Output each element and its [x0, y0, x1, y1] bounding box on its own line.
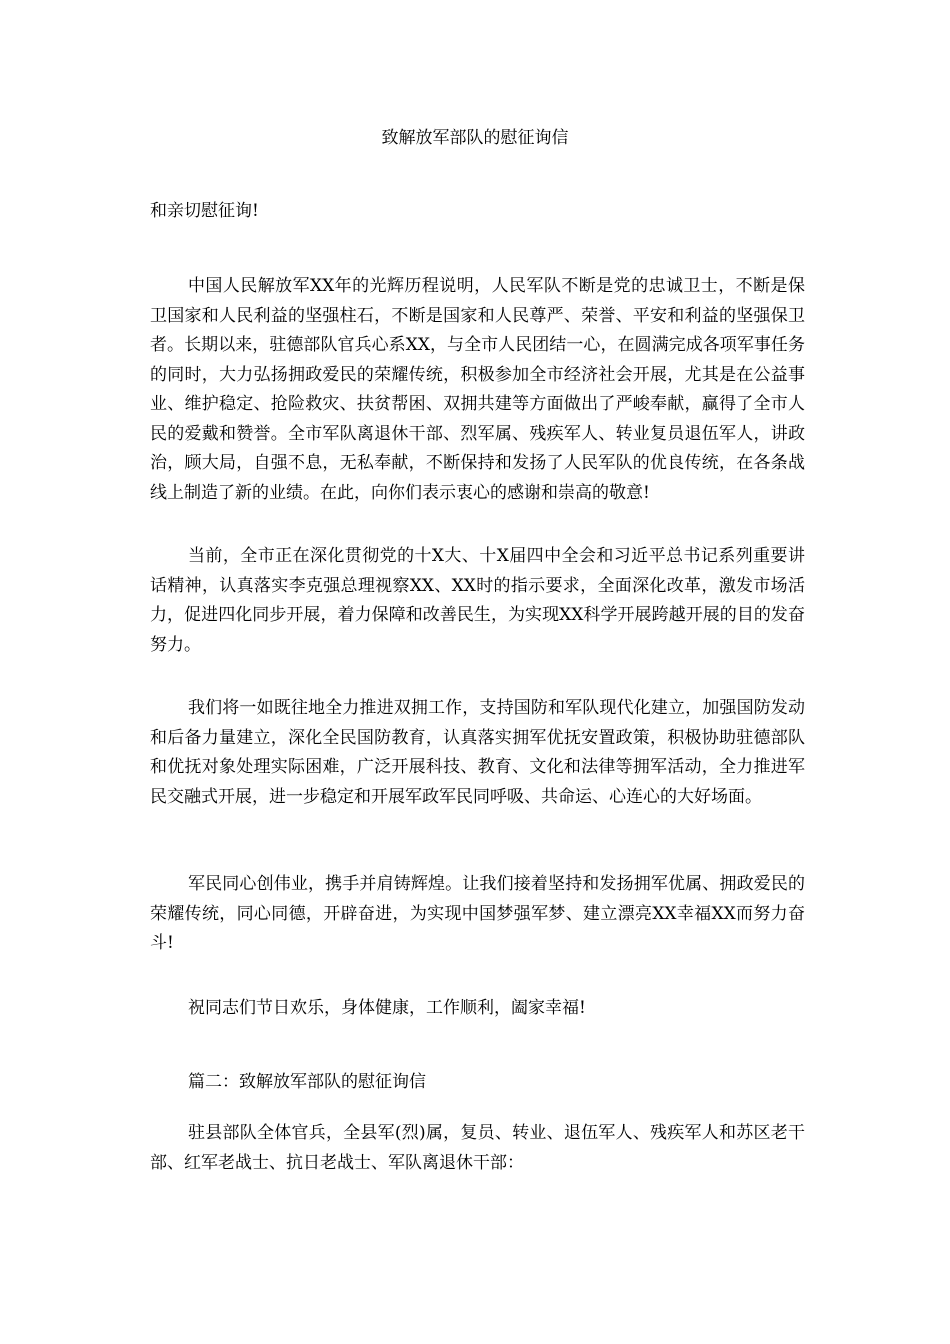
section-heading-part-two: 篇二：致解放军部队的慰征询信	[188, 1072, 426, 1092]
paragraph-holiday-wishes: 祝同志们节日欢乐，身体健康，工作顺利，阖家幸福!	[188, 998, 586, 1018]
paragraph-support-commitment: 我们将一如既往地全力推进双拥工作，支持国防和军队现代化建立，加强国防发动和后备力量建立，深化全民国防教育，认真落实拥军优抚安置政策，积极协助驻德部队和优抚对象处理实际困难，广泛开展科技、教育、文化和法律等拥军活动，全力推进军民交融式开展，进一步稳定和开展军政军民同呼吸、共命运、心连心的大好场面。	[150, 698, 805, 807]
document-title: 致解放军部队的慰征询信	[381, 128, 569, 148]
salutation: 和亲切慰征询!	[150, 201, 259, 221]
paragraph-current-work: 当前，全市正在深化贯彻党的十X大、十X届四中全会和习近平总书记系列重要讲话精神，认真落实李克强总理视察XX、XX时的指示要求，全面深化改革，激发市场活力，促进四化同步开展，着力保障和改善民生，为实现XX科学开展跨越开展的目的发奋努力。	[150, 546, 805, 655]
paragraph-history: 中国人民解放军XX年的光辉历程说明，人民军队不断是党的忠诚卫士，不断是保卫国家和人民利益的坚强柱石，不断是国家和人民尊严、荣誉、平安和利益的坚强保卫者。长期以来，驻德部队官兵心系XX，与全市人民团结一心，在圆满完成各项军事任务的同时，大力弘扬拥政爱民的荣耀传统，积极参加全市经济社会开展，尤其是在公益事业、维护稳定、抢险救灾、扶贫帮困、双拥共建等方面做出了严峻奉献，赢得了全市人民的爱戴和赞誉。全市军队离退休干部、烈军属、残疾军人、转业复员退伍军人，讲政治，顾大局，自强不息，无私奉献，不断保持和发扬了人民军队的优良传统，在各条战线上制造了新的业绩。在此，向你们表示衷心的感谢和崇高的敬意!	[150, 276, 805, 503]
paragraph-part-two-salutation: 驻县部队全体官兵，全县军(烈)属，复员、转业、退伍军人、残疾军人和苏区老干部、红军老战士、抗日老战士、军队离退休干部：	[150, 1123, 805, 1173]
paragraph-call-to-action: 军民同心创伟业，携手并肩铸辉煌。让我们接着坚持和发扬拥军优属、拥政爱民的荣耀传统，同心同德，开辟奋进，为实现中国梦强军梦、建立漂亮XX幸福XX而努力奋斗!	[150, 874, 805, 953]
